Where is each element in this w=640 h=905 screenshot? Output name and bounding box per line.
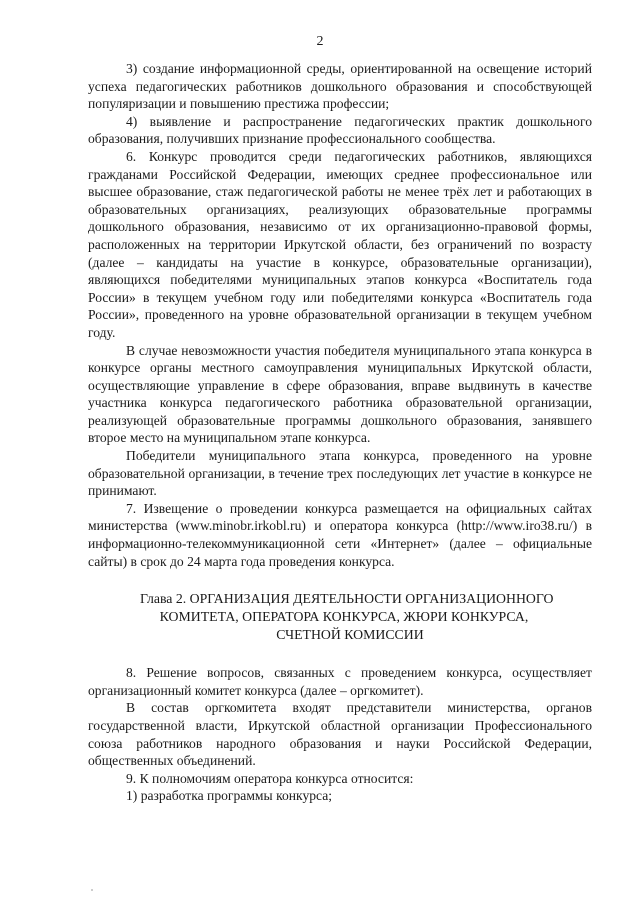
paragraph-clause-9: 9. К полномочиям оператора конкурса относится:: [126, 770, 414, 786]
chapter-heading-line-2: КОМИТЕТА, ОПЕРАТОРА КОНКУРСА, ЖЮРИ КОНКУРСА,: [159, 609, 529, 625]
paragraph-item-4: 4) выявление и распространение педагогических практик дошкольного образования, получивших признание профессионального сообщества.: [88, 113, 592, 147]
paragraph-orgcommittee-composition: В состав оргкомитета входят представители министерства, органов государственной власти, Иркутской областной организации Профессионального союза работников народного образования и науки Российской Федерации, общественных объединений.: [88, 700, 592, 769]
chapter-heading-line-3: СЧЕТНОЙ КОМИССИИ: [276, 627, 424, 643]
scan-artifact-dot: [91, 889, 93, 891]
paragraph-clause-8: 8. Решение вопросов, связанных с проведением конкурса, осуществляет организационный комитет конкурса (далее – оргкомитет).: [88, 665, 592, 698]
paragraph-clause-6-restriction: Победители муниципального этапа конкурса, проведенного на уровне образовательной организации, в течение трех последующих лет участие в конкурсе не принимают.: [88, 448, 592, 499]
paragraph-clause-7: 7. Извещение о проведении конкурса размещается на официальных сайтах министерства (www.minobr.irkobl.ru) и оператора конкурса (http://www.iro38.ru/) в информационно-телекоммуникационной сети «Интернет» (далее – официальные сайты) в срок до 24 марта года проведения конкурса.: [88, 500, 592, 569]
chapter-heading: [88, 590, 592, 644]
chapter-heading-line-1: Глава 2. ОРГАНИЗАЦИЯ ДЕЯТЕЛЬНОСТИ ОРГАНИЗАЦИОННОГО: [140, 591, 554, 607]
paragraph-item-3: 3) создание информационной среды, ориентированной на освещение историй успеха педагогических работников дошкольного образования и способствующей популяризации и повышению престижа профессии;: [88, 61, 592, 112]
paragraph-clause-6-exception: В случае невозможности участия победителя муниципального этапа конкурса в конкурсе органы местного самоуправления муниципальных Иркутской области, осуществляющие управление в сфере образования, вправе выдвинуть в качестве участника конкурса педагогического работника образовательной организации, реализующей образовательные программы дошкольного образования, занявшего второе место на муниципальном этапе конкурса.: [88, 342, 592, 446]
paragraph-clause-6: 6. Конкурс проводится среди педагогических работников, являющихся гражданами Российской Федерации, имеющих среднее профессиональное или высшее образование, стаж педагогической работы не менее трёх лет и работающих в образовательных организациях, реализующих образовательные программы дошкольного образования, независимо от их организационно-правовой формы, расположенных на территории Иркутской области, без ограничений по возрасту (далее – кандидаты на участие в конкурсе, образовательные организации), являющихся победителями муниципальных этапов конкурса «Воспитатель года России» в текущем учебном году или победителями конкурса «Воспитатель года России», проведенного на уровне образовательной организации в текущем учебном году.: [88, 148, 592, 340]
paragraph-clause-9-item-1: 1) разработка программы конкурса;: [126, 788, 333, 804]
page-number: 2: [316, 34, 324, 49]
document-body: [88, 60, 592, 805]
